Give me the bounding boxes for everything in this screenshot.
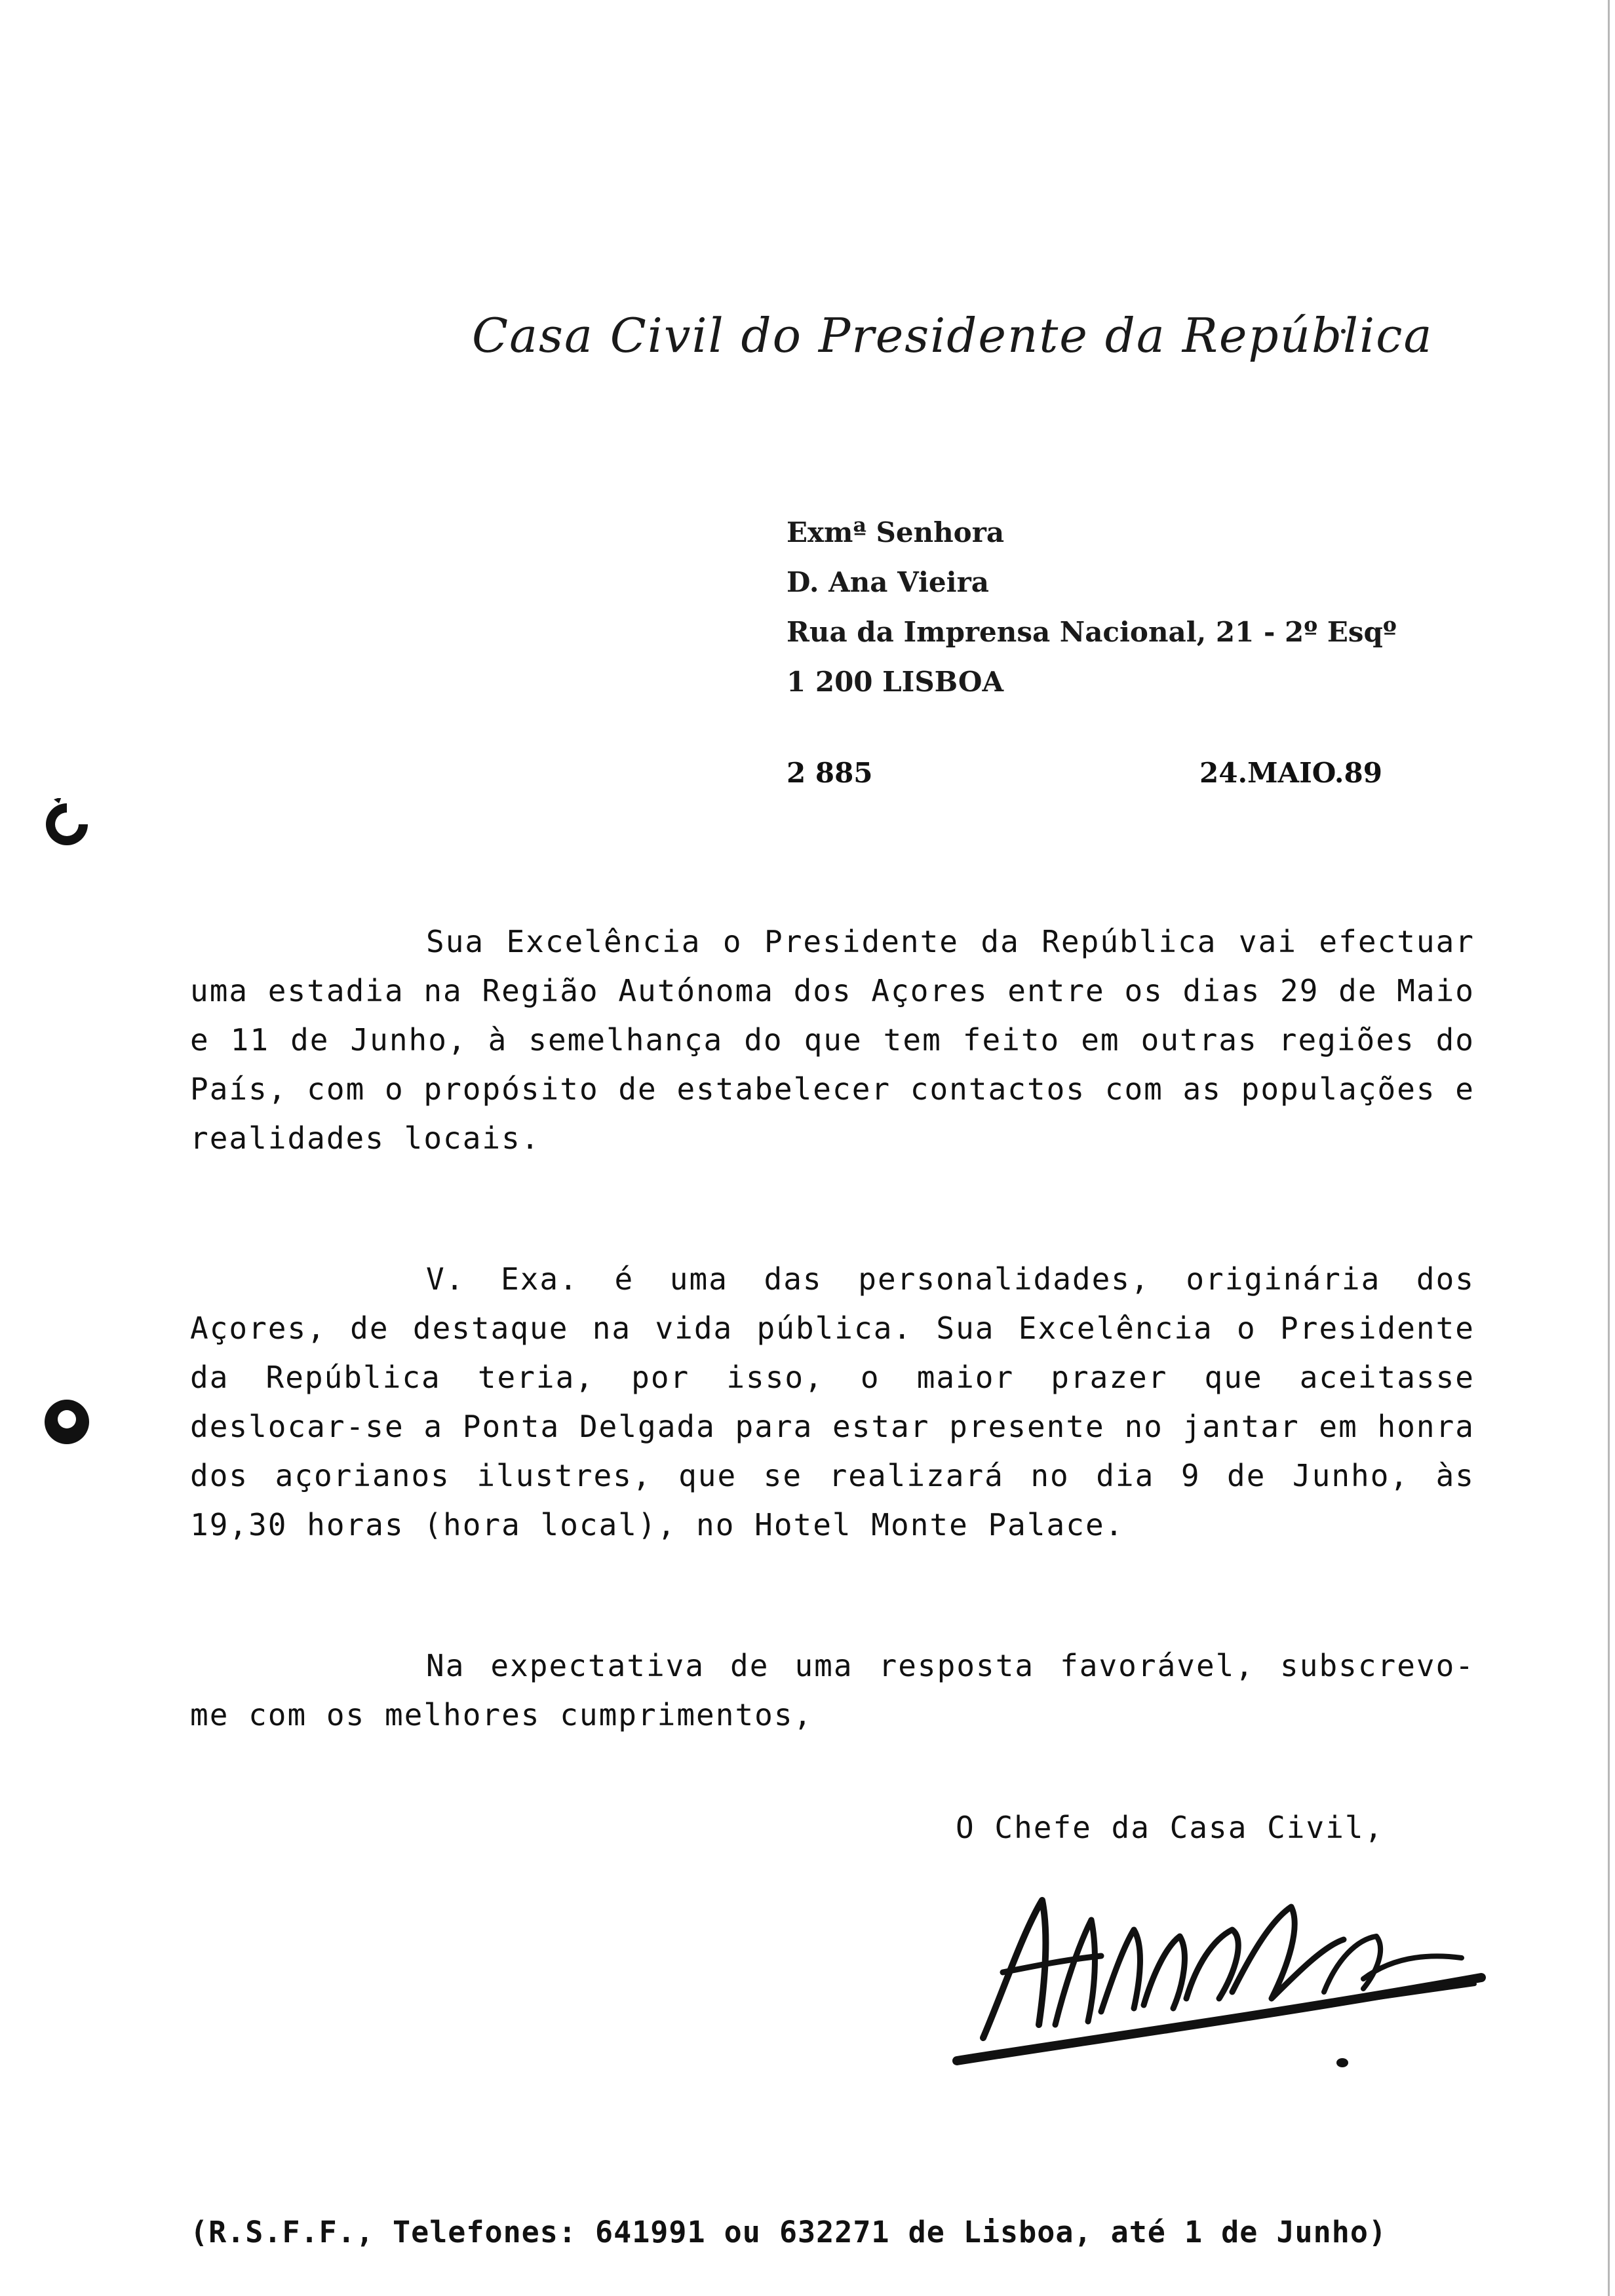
- letterhead: Casa Civil do Presidente da República: [472, 308, 1433, 363]
- recipient-address: [787, 508, 1397, 707]
- body-paragraph: Na expectativa de uma resposta favorável, subscrevo-me com os melhores cumprimentos,: [190, 1648, 1475, 1732]
- footer-note: (R.S.F.F., Telefones: 641991 ou 632271 de Lisboa, até 1 de Junho): [190, 2215, 1387, 2249]
- punch-hole-icon: [41, 798, 93, 851]
- letter-date: 24.MAIO.89: [1199, 757, 1382, 789]
- closing-line: O Chefe da Casa Civil,: [956, 1810, 1384, 1845]
- reference-number: 2 885: [787, 757, 873, 789]
- body-paragraph: V. Exa. é uma das personalidades, originária dos Açores, de destaque na vida pública. Sua Excelência o Presidente da República teria, por isso, o maior prazer que aceitasse deslocar-se a Ponta Delgada para estar presente no jantar em honra dos açorianos ilustres, que se realizará no dia 9 de Junho, às 19,30 horas (hora local), no Hotel Monte Palace.: [190, 1261, 1475, 1542]
- letter-body: [190, 917, 1475, 1740]
- recipient-line: 1 200 LISBOA: [787, 666, 1004, 698]
- signature-icon: [905, 1874, 1494, 2071]
- page-edge-line: [1608, 0, 1610, 2296]
- punch-hole-icon: [41, 1396, 93, 1448]
- body-paragraph: Sua Excelência o Presidente da República vai efectuar uma estadia na Região Autónoma dos Açores entre os dias 29 de Maio e 11 de Junho, à semelhança do que tem feito em outras regiões do País, com o propósito de estabelecer contactos com as populações e realidades locais.: [190, 924, 1475, 1156]
- recipient-line: Exmª Senhora: [787, 516, 1005, 548]
- recipient-line: D. Ana Vieira: [787, 566, 989, 598]
- recipient-line: Rua da Imprensa Nacional, 21 - 2º Esqº: [787, 616, 1397, 648]
